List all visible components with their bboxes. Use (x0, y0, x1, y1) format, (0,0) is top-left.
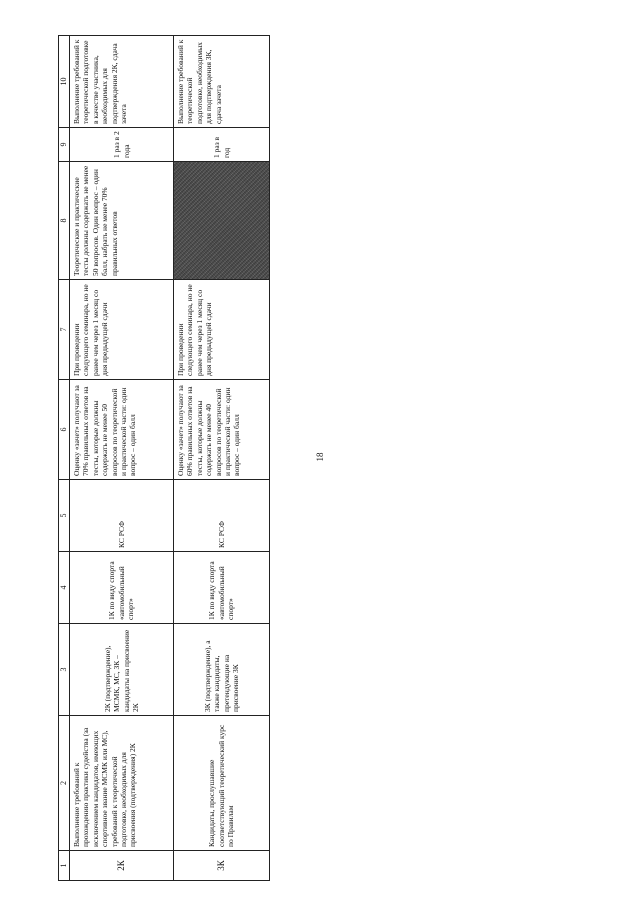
category-code: 3К (174, 851, 270, 881)
examiner-cell: 1К по виду спорта «автомобильный спорт» (70, 552, 174, 624)
confirmation-cell: Выполнение требований к теоретической подготовке, необходимых для подтверждения 3К, сдача зачета (174, 36, 270, 128)
col-header-1: 1 (59, 851, 70, 881)
frequency-cell: 1 раз в год (174, 128, 270, 162)
col-header-5: 5 (59, 480, 70, 552)
col-header-7: 7 (59, 280, 70, 380)
col-header-4: 4 (59, 552, 70, 624)
category-code: 2К (70, 851, 174, 881)
col-header-8: 8 (59, 162, 70, 280)
header-row (59, 36, 70, 881)
col-header-6: 6 (59, 380, 70, 480)
col-header-10: 10 (59, 36, 70, 128)
candidates-cell: 3К (подтверждение), а также кандидаты, претендующие на присвоение 3К (174, 624, 270, 716)
retake-cell: При проведении следующего семинара, но не ранее чем через 1 месяц со дня предыдущей сдачи (70, 280, 174, 380)
assessment-cell: Оценку «зачет» получают за 70% правильных ответов на тесты, которые должны содержать не менее 50 вопросов по теоретической и практической части: один вопрос – один балл (70, 380, 174, 480)
page-number: 18 (315, 452, 325, 462)
shaded-cell (174, 162, 270, 280)
confirmation-cell: Выполнение требований к теоретической подготовке в качестве участника, необходимых для подтверждения 2К, сдача зачета (70, 36, 174, 128)
col-header-9: 9 (59, 128, 70, 162)
col-header-3: 3 (59, 624, 70, 716)
requirement-cell: Кандидаты, прослушавшие соответствующий теоретический курс по Правилам (174, 716, 270, 851)
approval-cell: КС РСФ (174, 480, 270, 552)
assessment-cell: Оценку «зачет» получают за 60% правильных ответов на тесты, которые должны содержать не менее 40 вопросов по теоретической и практической части: один вопрос – один балл (174, 380, 270, 480)
approval-cell: КС РСФ (70, 480, 174, 552)
requirement-cell: Выполнение требований к прохождению практики судейства (за исключением кандидатов, имеющих спортивное звание МСМК или МС), требований к теоретической подготовке, необходимых для присвоения (подтверждения) 2К (70, 716, 174, 851)
table-row (174, 36, 270, 881)
table-row (70, 36, 174, 881)
examiner-cell: 1К по виду спорта «автомобильный спорт» (174, 552, 270, 624)
rotated-table-area (58, 36, 270, 881)
requirements-table (58, 35, 270, 881)
retake-cell: При проведении следующего семинара, но не ранее чем через 1 месяц со дня предыдущей сдачи (174, 280, 270, 380)
candidates-cell: 2К (подтверждение), МСМК, МС, 3К – кандидаты на присвоение 2К (70, 624, 174, 716)
test-cell: Теоретические и практические тесты должны содержать не менее 50 вопросов. Один вопрос – один балл, набрать не менее 70% правильных ответов (70, 162, 174, 280)
col-header-2: 2 (59, 716, 70, 851)
frequency-cell: 1 раз в 2 года (70, 128, 174, 162)
